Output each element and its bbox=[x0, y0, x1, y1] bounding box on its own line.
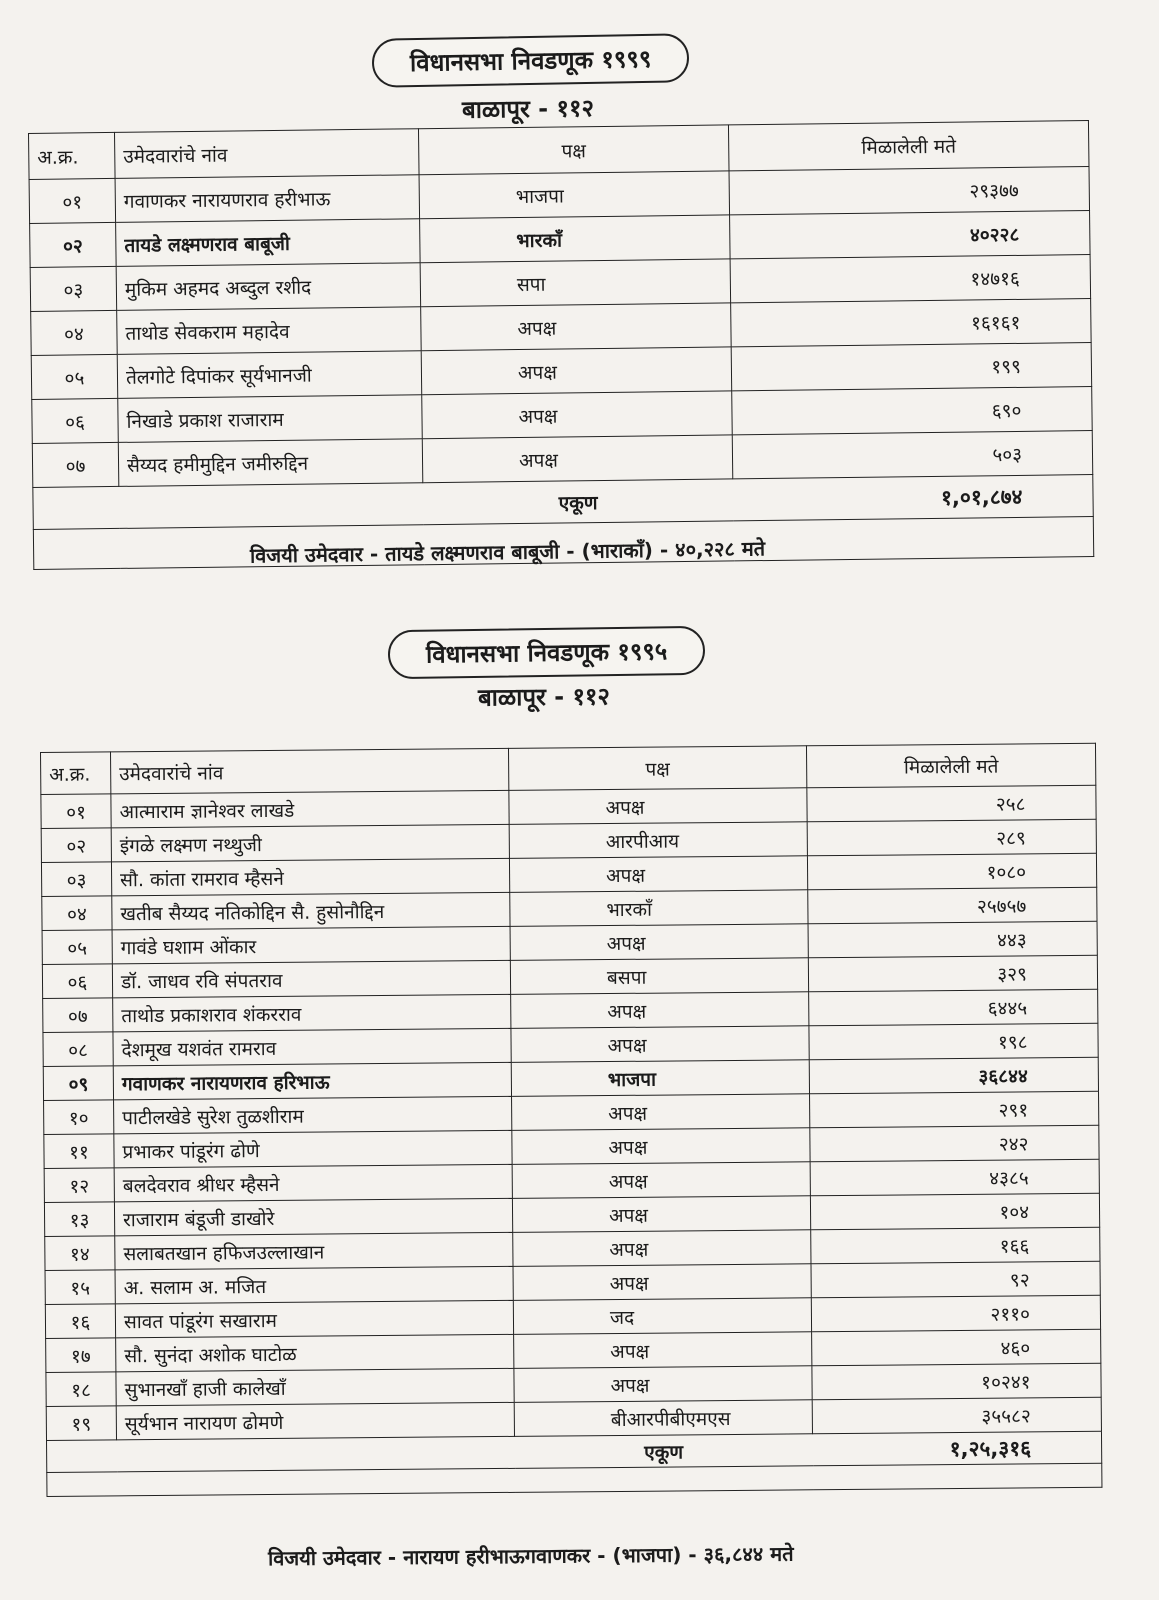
row-candidate-name: खतीब सैय्यद नतिकोद्दिन सै. हुसोनौद्दिन bbox=[112, 892, 510, 929]
row-sr: १३ bbox=[44, 1202, 114, 1237]
row-party: अपक्ष bbox=[513, 1230, 811, 1267]
row-party: अपक्ष bbox=[509, 788, 807, 825]
winner-line-1995: विजयी उमेदवार - नारायण हरीभाऊगवाणकर - (भाजपा) - ३६,८४४ मते bbox=[267, 1541, 794, 1571]
row-votes: २५७५७ bbox=[808, 887, 1097, 924]
row-party: भारकाँ bbox=[510, 890, 808, 927]
row-party: अपक्ष bbox=[512, 1162, 810, 1199]
row-candidate-name: बलदेवराव श्रीधर म्हैसने bbox=[114, 1164, 512, 1201]
header-votes: मिळालेली मते bbox=[728, 121, 1089, 171]
total-votes: १,२५,३१६ bbox=[812, 1431, 1101, 1466]
constituency-heading-1995: बाळापूर - ११२ bbox=[477, 682, 611, 712]
row-sr: ०१ bbox=[29, 178, 116, 223]
row-votes: १९८ bbox=[809, 1023, 1098, 1060]
row-party: अपक्ष bbox=[511, 992, 809, 1029]
total-votes: १,०१,८७४ bbox=[733, 475, 1093, 521]
results-table-1995 bbox=[40, 743, 1102, 1497]
row-party: अपक्ष bbox=[421, 347, 732, 395]
row-votes: १६१६१ bbox=[731, 299, 1092, 347]
total-spacer bbox=[119, 483, 423, 529]
section-title-1999: विधानसभा निवडणूक १९९९ bbox=[372, 33, 690, 88]
header-sr: अ.क्र. bbox=[29, 132, 116, 179]
row-party: भाजपा bbox=[511, 1060, 809, 1097]
row-votes: १६६ bbox=[811, 1227, 1100, 1264]
row-votes: ४३८५ bbox=[810, 1159, 1099, 1196]
row-sr: १८ bbox=[46, 1372, 116, 1407]
row-votes: ६४४५ bbox=[809, 989, 1098, 1026]
row-sr: १५ bbox=[45, 1270, 115, 1305]
row-votes: १४७१६ bbox=[730, 255, 1091, 303]
row-votes: ३६८४४ bbox=[809, 1057, 1098, 1094]
winner-line-1999: विजयी उमेदवार - तायडे लक्ष्मणराव बाबूजी - (भाराकाँ) - ४०,२२८ मते bbox=[249, 536, 766, 568]
row-party: अपक्ष bbox=[512, 1094, 810, 1131]
row-sr: ०२ bbox=[30, 222, 117, 267]
row-votes: ३२९ bbox=[808, 955, 1097, 992]
row-party: अपक्ष bbox=[422, 391, 733, 439]
row-party: आरपीआय bbox=[509, 822, 807, 859]
row-sr: १७ bbox=[46, 1338, 116, 1373]
row-party: भारकाँ bbox=[420, 215, 731, 263]
row-party: बीआरपीबीएमएस bbox=[514, 1400, 812, 1437]
row-sr: ०५ bbox=[42, 930, 112, 965]
total-spacer bbox=[47, 1440, 117, 1473]
row-party: अपक्ष bbox=[512, 1196, 810, 1233]
row-votes: १०८० bbox=[807, 853, 1096, 890]
total-label: एकूण bbox=[514, 1434, 812, 1469]
row-party: अपक्ष bbox=[509, 856, 807, 893]
row-sr: ११ bbox=[44, 1134, 114, 1169]
row-party: अपक्ष bbox=[422, 435, 733, 483]
row-votes: २८९ bbox=[807, 819, 1096, 856]
row-party: अपक्ष bbox=[514, 1366, 812, 1403]
row-votes: २९१ bbox=[810, 1091, 1099, 1128]
row-votes: ५०३ bbox=[732, 431, 1093, 479]
row-candidate-name: तायडे लक्ष्मणराव बाबूजी bbox=[116, 219, 421, 267]
total-spacer bbox=[33, 486, 120, 529]
header-name: उमेदवारांचे नांव bbox=[114, 129, 419, 179]
row-candidate-name: सावत पांडूरंग सखाराम bbox=[115, 1300, 513, 1337]
row-sr: ०१ bbox=[41, 794, 111, 829]
row-party: बसपा bbox=[510, 958, 808, 995]
row-candidate-name: गवाणकर नारायणराव हरीभाऊ bbox=[115, 175, 420, 223]
header-party: पक्ष bbox=[418, 125, 729, 175]
total-spacer bbox=[117, 1436, 515, 1471]
header-name: उमेदवारांचे नांव bbox=[111, 748, 509, 793]
row-votes: ४०२२८ bbox=[730, 211, 1091, 259]
row-party: सपा bbox=[420, 259, 731, 307]
row-candidate-name: सूर्यभान नारायण ढोमणे bbox=[116, 1402, 514, 1439]
row-sr: ०३ bbox=[30, 266, 117, 311]
row-candidate-name: निखाडे प्रकाश राजाराम bbox=[118, 395, 423, 443]
row-candidate-name: ताथोड प्रकाशराव शंकरराव bbox=[113, 994, 511, 1031]
constituency-heading-1999: बाळापूर - ११२ bbox=[461, 94, 595, 124]
row-candidate-name: मुकिम अहमद अब्दुल रशीद bbox=[116, 263, 421, 311]
row-party: भाजपा bbox=[419, 171, 730, 219]
row-sr: १२ bbox=[44, 1168, 114, 1203]
row-candidate-name: इंगळे लक्ष्मण नथ्थुजी bbox=[111, 824, 509, 861]
row-votes: २५८ bbox=[807, 785, 1096, 822]
row-sr: ०८ bbox=[43, 1032, 113, 1067]
row-candidate-name: सौ. कांता रामराव म्हैसने bbox=[111, 858, 509, 895]
row-candidate-name: गवाणकर नारायणराव हरिभाऊ bbox=[113, 1062, 511, 1099]
row-sr: ०७ bbox=[43, 998, 113, 1033]
row-sr: ०२ bbox=[41, 828, 111, 863]
row-votes: ९२ bbox=[811, 1261, 1100, 1298]
header-party: पक्ष bbox=[508, 746, 806, 791]
row-candidate-name: सैय्यद हमीमुद्दिन जमीरुद्दिन bbox=[118, 439, 423, 487]
row-candidate-name: सलाबतखान हफिजउल्लाखान bbox=[115, 1232, 513, 1269]
row-votes: ४४३ bbox=[808, 921, 1097, 958]
results-table-1999 bbox=[28, 120, 1094, 570]
row-party: अपक्ष bbox=[511, 1026, 809, 1063]
row-party: अपक्ष bbox=[510, 924, 808, 961]
row-candidate-name: पाटीलखेडे सुरेश तुळशीराम bbox=[114, 1096, 512, 1133]
section-title-1995: विधानसभा निवडणूक १९९५ bbox=[388, 626, 706, 679]
row-party: जद bbox=[513, 1298, 811, 1335]
row-party: अपक्ष bbox=[514, 1332, 812, 1369]
row-votes: ३५५८२ bbox=[812, 1397, 1101, 1434]
row-sr: १० bbox=[44, 1100, 114, 1135]
row-sr: १६ bbox=[45, 1304, 115, 1339]
row-sr: ०४ bbox=[42, 896, 112, 931]
row-sr: १९ bbox=[46, 1406, 116, 1441]
total-label: एकूण bbox=[423, 479, 733, 525]
row-votes: ६९० bbox=[732, 387, 1093, 435]
row-sr: ०६ bbox=[42, 964, 112, 999]
row-candidate-name: गावंडे घशाम ओंकार bbox=[112, 926, 510, 963]
row-sr: ०३ bbox=[41, 862, 111, 897]
row-sr: ०४ bbox=[31, 310, 118, 355]
row-votes: २११० bbox=[811, 1295, 1100, 1332]
row-candidate-name: राजाराम बंडूजी डाखोरे bbox=[114, 1198, 512, 1235]
row-candidate-name: ताथोड सेवकराम महादेव bbox=[117, 307, 422, 355]
row-candidate-name: आत्माराम ज्ञानेश्वर लाखडे bbox=[111, 790, 509, 827]
row-votes: १०४ bbox=[810, 1193, 1099, 1230]
header-votes: मिळालेली मते bbox=[806, 743, 1095, 788]
row-candidate-name: डॉ. जाधव रवि संपतराव bbox=[112, 960, 510, 997]
row-candidate-name: प्रभाकर पांडूरंग ढोणे bbox=[114, 1130, 512, 1167]
row-votes: २४२ bbox=[810, 1125, 1099, 1162]
row-party: अपक्ष bbox=[513, 1264, 811, 1301]
row-sr: ०६ bbox=[32, 398, 119, 443]
row-candidate-name: सौ. सुनंदा अशोक घाटोळ bbox=[116, 1334, 514, 1371]
row-sr: ०९ bbox=[43, 1066, 113, 1101]
row-party: अपक्ष bbox=[421, 303, 732, 351]
row-candidate-name: सुभानखाँ हाजी कालेखाँ bbox=[116, 1368, 514, 1405]
row-sr: ०७ bbox=[32, 442, 119, 487]
row-sr: १४ bbox=[45, 1236, 115, 1271]
row-sr: ०५ bbox=[31, 354, 118, 399]
row-votes: २९३७७ bbox=[729, 167, 1090, 215]
row-votes: १९९ bbox=[731, 343, 1092, 391]
row-votes: १०२४१ bbox=[812, 1363, 1101, 1400]
row-candidate-name: देशमूख यशवंत रामराव bbox=[113, 1028, 511, 1065]
row-votes: ४६० bbox=[812, 1329, 1101, 1366]
row-candidate-name: अ. सलाम अ. मजित bbox=[115, 1266, 513, 1303]
row-party: अपक्ष bbox=[512, 1128, 810, 1165]
header-sr: अ.क्र. bbox=[41, 752, 111, 795]
row-candidate-name: तेलगोटे दिपांकर सूर्यभानजी bbox=[117, 351, 422, 399]
